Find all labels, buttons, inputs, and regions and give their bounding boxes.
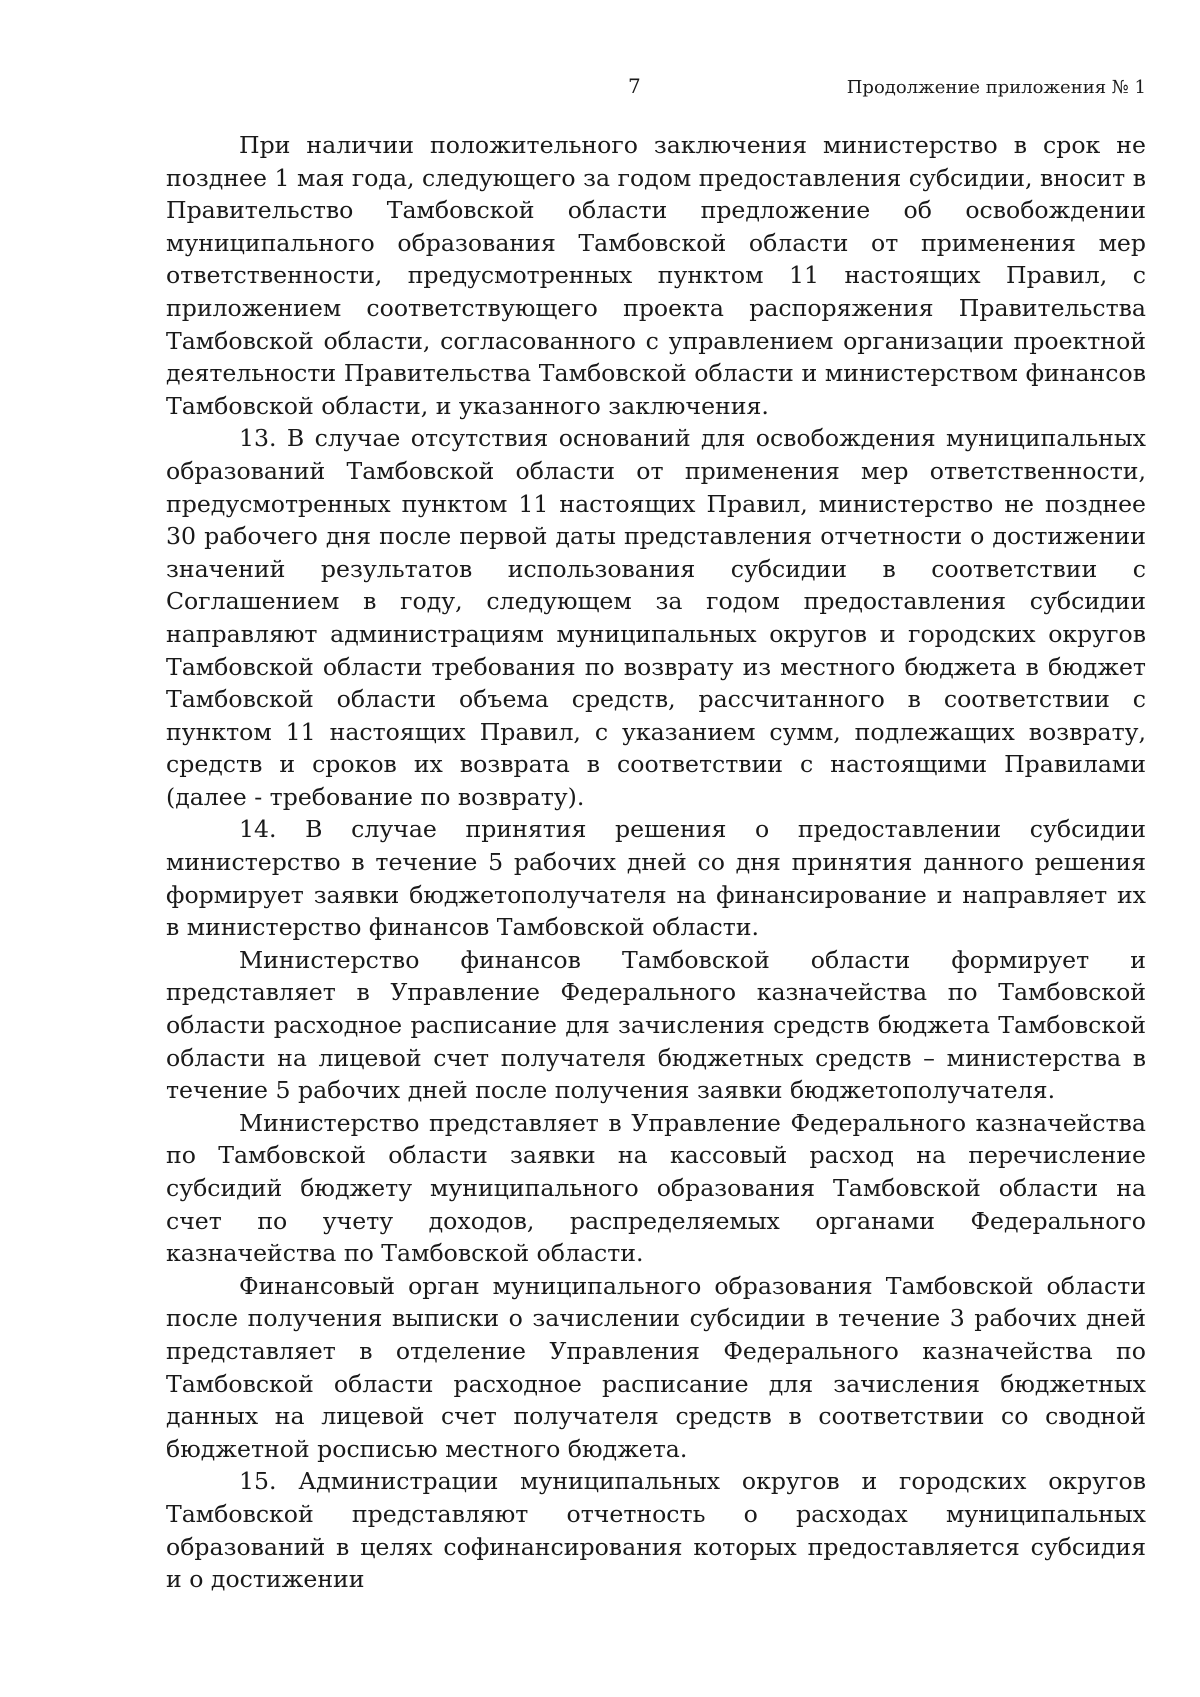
document-body: [166, 129, 1146, 1596]
paragraph-13: 13. В случае отсутствия оснований для освобождения муниципальных образований Тамбовской области от применения мер ответственности, предусмотренных пунктом 11 настоящих Правил, министерство не позднее 30 рабочего дня после первой даты представления отчетности о достижении значений результатов использования субсидии в соответствии с Соглашением в году, следующем за годом предоставления субсидии направляют администрациям муниципальных округов и городских округов Тамбовской области требования по возврату из местного бюджета в бюджет Тамбовской области объема средств, рассчитанного в соответствии с пунктом 11 настоящих Правил, с указанием сумм, подлежащих возврату, средств и сроков их возврата в соответствии с настоящими Правилами (далее - требование по возврату).: [166, 424, 1146, 811]
paragraph-ministry-of-finance: Министерство финансов Тамбовской области формирует и представляет в Управление Федерального казначейства по Тамбовской области расходное расписание для зачисления средств бюджета Тамбовской области на лицевой счет получателя бюджетных средств – министерства в течение 5 рабочих дней после получения заявки бюджетополучателя.: [166, 945, 1146, 1105]
paragraph-treasury-requests: Министерство представляет в Управление Федерального казначейства по Тамбовской области заявки на кассовый расход на перечисление субсидий бюджету муниципального образования Тамбовской области на счет по учету доходов, распределяемых органами Федерального казначейства по Тамбовской области.: [166, 1108, 1146, 1268]
paragraph-15: 15. Администрации муниципальных округов и городских округов Тамбовской представляют отчетность о расходах муниципальных образований в целях софинансирования которых предоставляется субсидия и о достижении: [166, 1467, 1146, 1594]
paragraph-14: 14. В случае принятия решения о предоставлении субсидии министерство в течение 5 рабочих дней со дня принятия данного решения формирует заявки бюджетополучателя на финансирование и направляет их в министерство финансов Тамбовской области.: [166, 815, 1146, 942]
paragraph-financial-body: Финансовый орган муниципального образования Тамбовской области после получения выписки о зачислении субсидии в течение 3 рабочих дней представляет в отделение Управления Федерального казначейства по Тамбовской области расходное расписание для зачисления бюджетных данных на лицевой счет получателя средств в соответствии со сводной бюджетной росписью местного бюджета.: [166, 1271, 1146, 1463]
continuation-header: Продолжение приложения № 1: [846, 77, 1146, 98]
page-number: 7: [628, 74, 641, 98]
paragraph-positive-conclusion: При наличии положительного заключения министерство в срок не позднее 1 мая года, следующего за годом предоставления субсидии, вносит в Правительство Тамбовской области предложение об освобождении муниципального образования Тамбовской области от применения мер ответственности, предусмотренных пунктом 11 настоящих Правил, с приложением соответствующего проекта распоряжения Правительства Тамбовской области, согласованного с управлением организации проектной деятельности Правительства Тамбовской области и министерством финансов Тамбовской области, и указанного заключения.: [166, 131, 1146, 420]
